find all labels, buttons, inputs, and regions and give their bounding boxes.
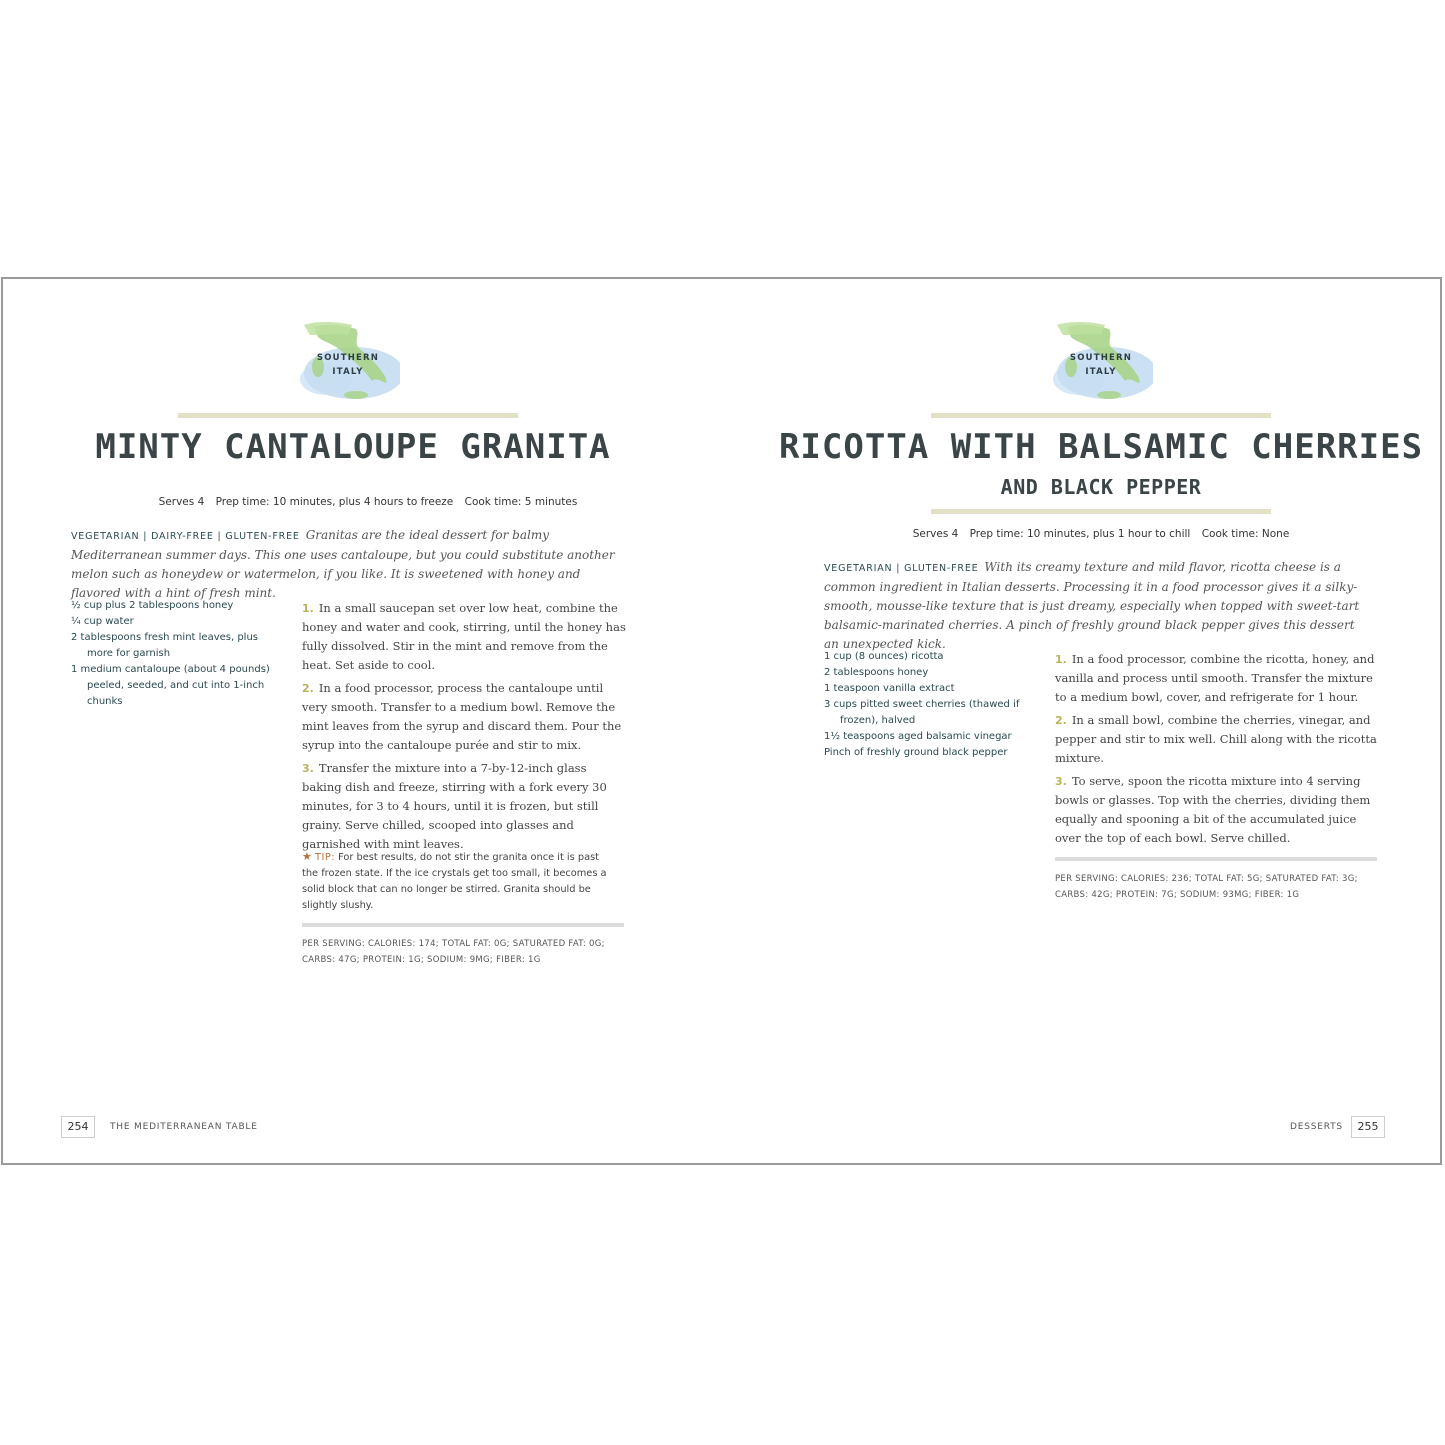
ingredient-item: ¼ cup water [71, 616, 134, 627]
intro-text: Granitas are the ideal dessert for balmy Mediterranean summer days. This one uses cantaloupe, but you could substitute another melon such as honeydew or watermelon, if you like. It is sweetened with honey and flavored with a hint of fresh mint. [71, 528, 615, 600]
star-icon: ★ [302, 850, 312, 863]
ingredient-item: 3 cups pitted sweet cherries (thawed if frozen), halved [824, 699, 1020, 726]
step-number: 2. [1055, 714, 1067, 727]
prep-time: Prep time: 10 minutes, plus 4 hours to freeze [215, 496, 454, 508]
ingredient-item: 1½ teaspoons aged balsamic vinegar [824, 731, 1012, 742]
watercolor-italy-map-icon [296, 321, 400, 401]
method-steps [302, 599, 627, 858]
method-step [302, 759, 627, 854]
step-text: In a small bowl, combine the cherries, vinegar, and pepper and stir to mix well. Chill along with the ricotta mixture. [1055, 713, 1377, 765]
ingredient-item: ½ cup plus 2 tablespoons honey [71, 600, 234, 611]
title-rule [178, 413, 518, 418]
method-step [1055, 650, 1380, 707]
recipe-title: RICOTTA WITH BALSAMIC CHERRIES [778, 427, 1424, 467]
recipe-intro [71, 526, 616, 603]
ingredient-item: 1 cup (8 ounces) ricotta [824, 651, 944, 662]
servings: Serves 4 [912, 528, 959, 540]
step-number: 1. [302, 602, 314, 615]
prep-time: Prep time: 10 minutes, plus 1 hour to chill [969, 528, 1191, 540]
step-number: 3. [302, 762, 314, 775]
watercolor-italy-map-icon [1049, 321, 1153, 401]
page-number: 254 [61, 1116, 95, 1138]
tip-text: For best results, do not stir the granita once it is past the frozen state. If the ice crystals get too small, it becomes a solid block that can no longer be stirred. Granita should be slightly slushy. [302, 852, 607, 911]
step-text: To serve, spoon the ricotta mixture into 4 serving bowls or glasses. Top with the cherries, dividing them equally and spooning a bit of the accumulated juice over the top of each bowl. Serve chilled. [1055, 774, 1371, 845]
nutrition-rule [1055, 857, 1377, 861]
running-head: DESSERTS [1290, 1122, 1343, 1132]
step-text: In a small saucepan set over low heat, combine the honey and water and cook, stirring, until the honey has fully dissolved. Stir in the mint and remove from the heat. Set aside to cool. [302, 601, 626, 672]
method-step [302, 679, 627, 755]
nutrition-info: PER SERVING: CALORIES: 174; TOTAL FAT: 0G; SATURATED FAT: 0G; CARBS: 47G; PROTEIN: 1G; SODIUM: 9MG; FIBER: 1G [302, 939, 605, 965]
title-rule [931, 413, 1271, 418]
method-steps [1055, 650, 1380, 852]
running-head: THE MEDITERRANEAN TABLE [110, 1122, 258, 1132]
region-label-line2: ITALY [332, 367, 364, 377]
recipe-intro [824, 558, 1369, 654]
left-page [3, 279, 723, 1163]
step-text: Transfer the mixture into a 7-by-12-inch glass baking dish and freeze, stirring with a fork every 30 minutes, for 3 to 4 hours, until it is frozen, but still grainy. Serve chilled, scooped into glasses and garnished with mint leaves. [302, 761, 607, 851]
region-label-line1: SOUTHERN [1069, 353, 1133, 363]
cook-time: Cook time: None [1201, 528, 1290, 540]
ingredient-item: 2 tablespoons fresh mint leaves, plus more for garnish [71, 632, 259, 659]
ingredient-item: 1 teaspoon vanilla extract [824, 683, 955, 694]
nutrition-info: PER SERVING: CALORIES: 236; TOTAL FAT: 5G; SATURATED FAT: 3G; CARBS: 42G; PROTEIN: 7G; SODIUM: 93MG; FIBER: 1G [1055, 874, 1358, 900]
region-label-line2: ITALY [1085, 367, 1117, 377]
step-number: 3. [1055, 775, 1067, 788]
step-text: In a food processor, process the cantaloupe until very smooth. Transfer to a medium bowl. Remove the mint leaves from the syrup and discard them. Pour the syrup into the cantaloupe purée and stir to mix. [302, 681, 622, 752]
step-text: In a food processor, combine the ricotta, honey, and vanilla and process until smooth. Transfer the mixture to a medium bowl, cover, and refrigerate for 1 hour. [1055, 652, 1375, 704]
step-number: 2. [302, 682, 314, 695]
ingredient-item: 1 medium cantaloupe (about 4 pounds) peeled, seeded, and cut into 1-inch chunks [71, 664, 270, 707]
page-number: 255 [1351, 1116, 1385, 1138]
recipe-title: MINTY CANTALOUPE GRANITA [95, 427, 611, 467]
intro-text: With its creamy texture and mild flavor, ricotta cheese is a common ingredient in Italian desserts. Processing it in a food processor gives it a silky-smooth, mousse-like texture that is just dreamy, especially when topped with sweet-tart balsamic-marinated cherries. A pinch of freshly ground black pepper gives this dessert an unexpected kick. [824, 560, 1360, 651]
step-number: 1. [1055, 653, 1067, 666]
right-page [723, 279, 1443, 1163]
ingredient-list [824, 649, 1034, 761]
servings: Serves 4 [158, 496, 205, 508]
recipe-tip [302, 849, 617, 914]
method-step [1055, 772, 1380, 848]
recipe-meta [63, 496, 673, 508]
region-label-line1: SOUTHERN [316, 353, 380, 363]
diet-tags: VEGETARIAN | GLUTEN-FREE [824, 563, 979, 574]
recipe-subtitle: AND BLACK PEPPER [1000, 475, 1202, 499]
diet-tags: VEGETARIAN | DAIRY-FREE | GLUTEN-FREE [71, 531, 300, 542]
nutrition-rule [302, 923, 624, 927]
method-step [1055, 711, 1380, 768]
ingredient-item: Pinch of freshly ground black pepper [824, 747, 1008, 758]
tip-label: TIP: [315, 852, 336, 863]
ingredient-item: 2 tablespoons honey [824, 667, 929, 678]
method-step [302, 599, 627, 675]
book-spread [1, 277, 1442, 1165]
recipe-meta [771, 528, 1431, 540]
ingredient-list [71, 598, 281, 710]
cook-time: Cook time: 5 minutes [464, 496, 578, 508]
subtitle-rule [931, 509, 1271, 514]
